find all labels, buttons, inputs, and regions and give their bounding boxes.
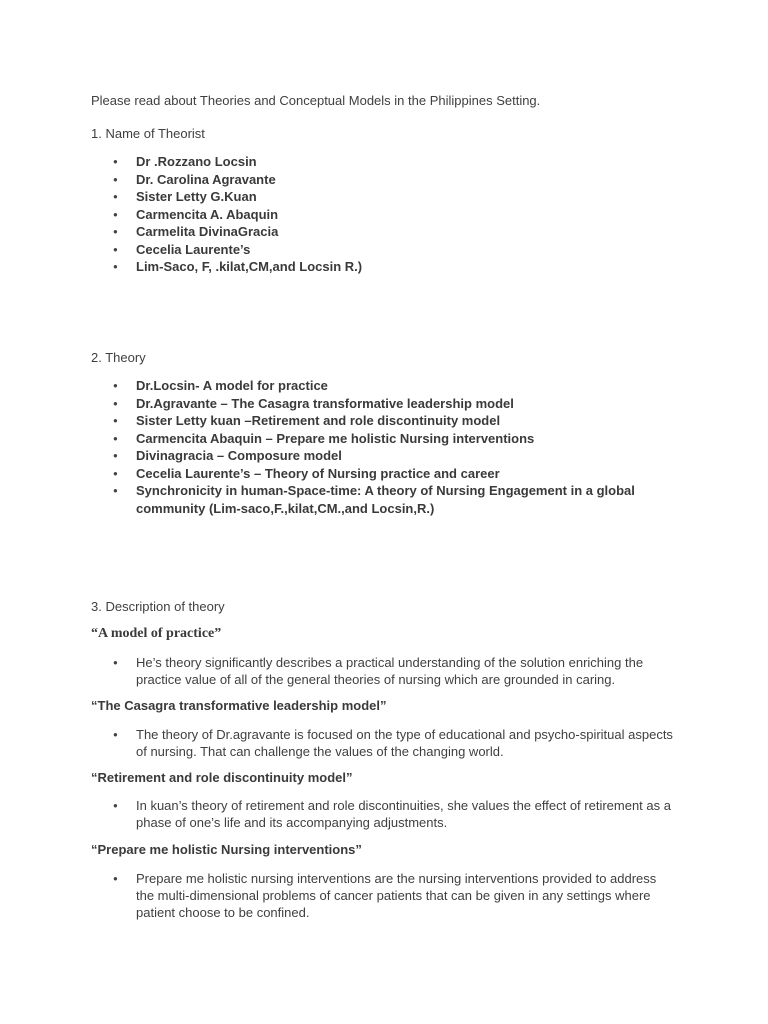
intro-text: Please read about Theories and Conceptual Models in the Philippines Setting. [91, 93, 541, 108]
list-item: ● Dr .Rozzano Locsin [0, 153, 676, 171]
theory-list [0, 377, 676, 517]
list-item: ● Prepare me holistic nursing interventions are the nursing interventions provided to address the multi-dimensional problems of cancer patients that can be given in any settings where patient choose to be confined. [0, 870, 676, 921]
list-item: ● Carmencita A. Abaquin [0, 206, 676, 224]
section-heading-theory: 2. Theory [91, 350, 146, 365]
list-item: ● In kuan’s theory of retirement and role discontinuities, she values the effect of retirement as a phase of one’s life and its accompanying adjustments. [0, 797, 676, 831]
list-item: ● He’s theory significantly describes a practical understanding of the solution enriching the practice value of all of the general theories of nursing which are grounded in caring. [0, 654, 676, 688]
list-item: ● Cecelia Laurente’s – Theory of Nursing practice and career [0, 465, 676, 483]
list-item: ● Dr.Locsin- A model for practice [0, 377, 676, 395]
list-item: ● Synchronicity in human-Space-time: A theory of Nursing Engagement in a global community (Lim-saco,F.,kilat,CM.,and Locsin,R.) [0, 482, 676, 517]
theorist-list [0, 153, 676, 276]
section-heading-description: 3. Description of theory [91, 599, 225, 614]
list-item: ● Lim-Saco, F, .kilat,CM,and Locsin R.) [0, 258, 676, 276]
description-list [0, 797, 676, 831]
description-list [0, 654, 676, 688]
list-item: ● Carmencita Abaquin – Prepare me holistic Nursing interventions [0, 430, 676, 448]
list-item: ● Cecelia Laurente’s [0, 241, 676, 259]
list-item: ● Sister Letty G.Kuan [0, 188, 676, 206]
description-list [0, 726, 676, 760]
list-item: ● Dr.Agravante – The Casagra transformative leadership model [0, 395, 676, 413]
list-item: ● Divinagracia – Composure model [0, 447, 676, 465]
section-heading-theorist: 1. Name of Theorist [91, 126, 205, 141]
description-title: “A model of practice” [91, 626, 222, 641]
description-title: “Prepare me holistic Nursing interventions” [91, 842, 362, 857]
list-item: ● Carmelita DivinaGracia [0, 223, 676, 241]
list-item: ● Sister Letty kuan –Retirement and role discontinuity model [0, 412, 676, 430]
list-item: ● The theory of Dr.agravante is focused on the type of educational and psycho-spiritual aspects of nursing. That can challenge the values of the changing world. [0, 726, 676, 760]
description-list [0, 870, 676, 921]
description-title: “The Casagra transformative leadership model” [91, 698, 387, 713]
list-item: ● Dr. Carolina Agravante [0, 171, 676, 189]
description-title: “Retirement and role discontinuity model” [91, 770, 353, 785]
